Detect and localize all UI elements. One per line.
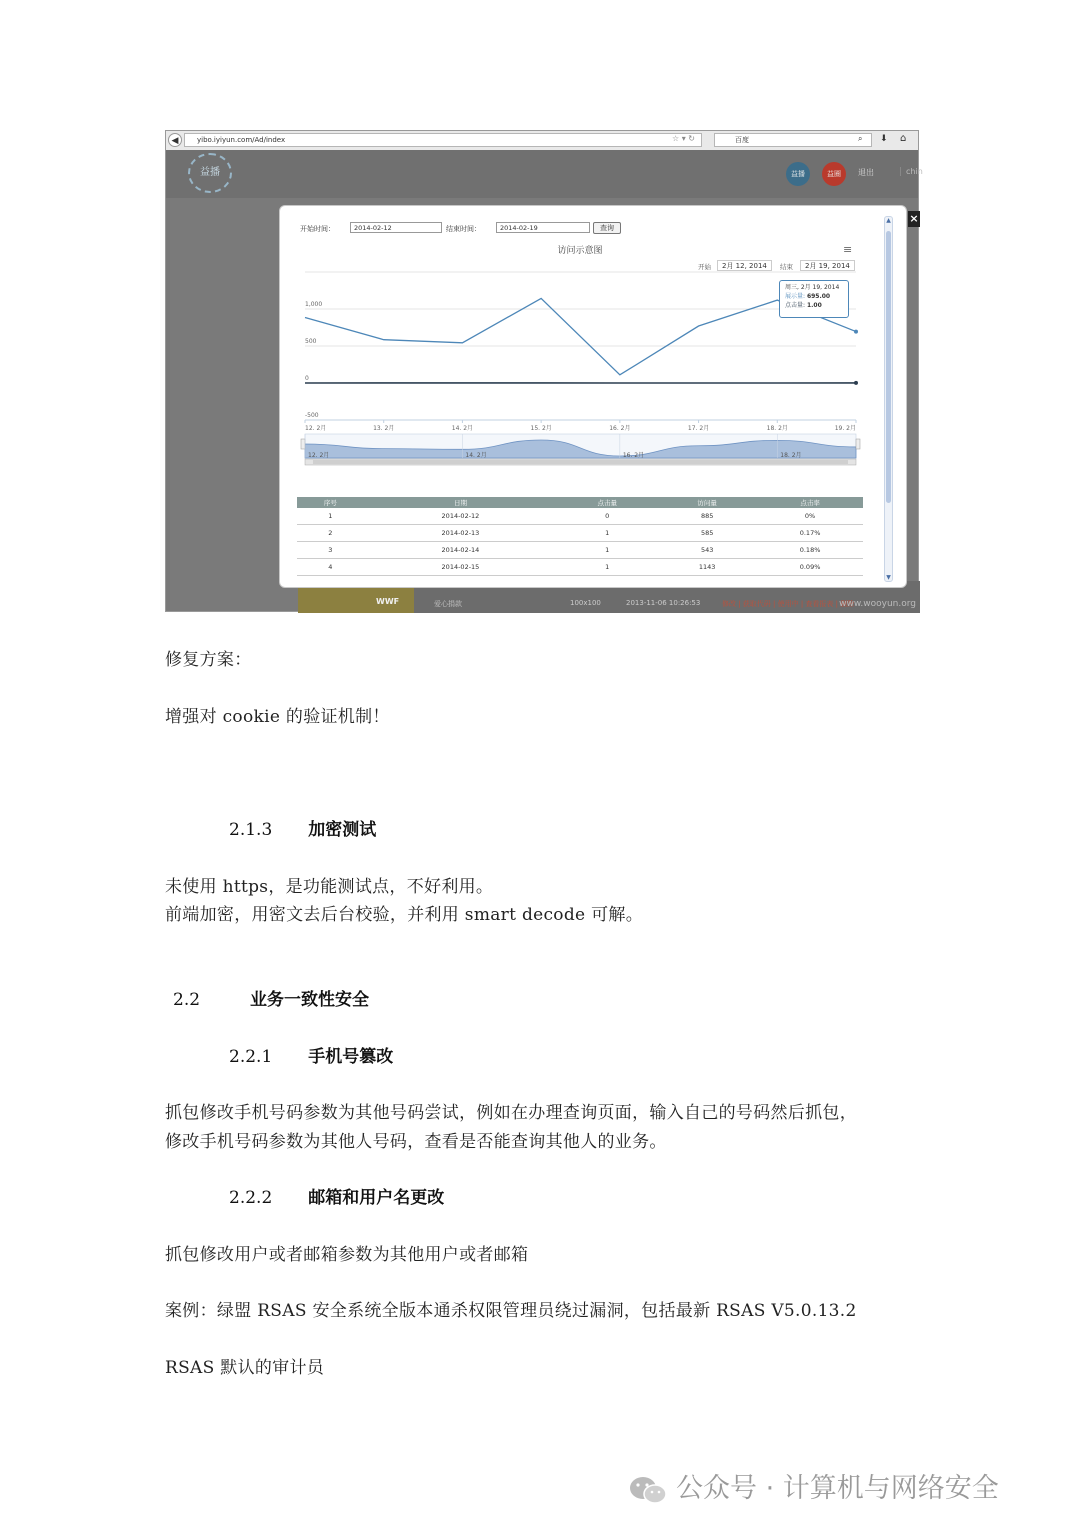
start-time-input[interactable]: 2014-02-12 [350, 222, 442, 233]
range-end-label: 结束 [780, 263, 793, 271]
table-cell: 2014-02-14 [364, 542, 558, 559]
heading-2-2-1: 2.2.1 手机号篡改 [229, 1047, 394, 1067]
wwf-logo: WWF [298, 581, 414, 613]
series-line-0 [305, 298, 856, 374]
x-tick-label: 15. 2月 [530, 425, 552, 432]
table-header-0: 序号 [297, 497, 364, 508]
table-cell: 585 [657, 525, 757, 542]
range-start-input[interactable]: 2月 12, 2014 [717, 260, 772, 271]
back-icon[interactable]: ◀ [168, 133, 182, 147]
language-link[interactable]: chin [900, 167, 923, 176]
stats-modal [279, 205, 907, 588]
navigator-handle-left [301, 439, 305, 449]
site-header [166, 150, 923, 198]
bookmark-star-icon[interactable]: ☆ ▾ ↻ [672, 134, 695, 143]
scroll-thumb[interactable] [886, 231, 891, 503]
address-bar[interactable]: yibo.iyiyun.com/Ad/index [184, 133, 702, 147]
y-tick-label: 500 [305, 338, 317, 345]
x-tick-label: 18. 2月 [766, 425, 788, 432]
heading-2-2: 2.2 业务一致性安全 [173, 990, 370, 1010]
heading-2-1-3: 2.1.3 加密测试 [229, 820, 377, 840]
wechat-icon [628, 1475, 668, 1505]
row-size: 100x100 [570, 599, 601, 607]
footer-watermark: 公众号 · 计算机与网络安全 [628, 1466, 999, 1505]
search-input[interactable]: 百度 [714, 133, 872, 147]
table-cell: 0 [557, 508, 657, 525]
chart-menu-icon[interactable]: ≡ [843, 243, 853, 256]
range-end-input[interactable]: 2月 19, 2014 [800, 260, 855, 271]
fix-text: 增强对 cookie 的验证机制！ [165, 707, 390, 727]
table-row [297, 525, 863, 542]
series-point [854, 330, 858, 334]
stats-table [297, 497, 863, 576]
screenshot-figure [165, 130, 923, 612]
navigator-label: 12. 2月 [308, 452, 330, 459]
table-cell: 543 [657, 542, 757, 559]
paragraph-case: 案例：绿盟 RSAS 安全系统全版本通杀权限管理员绕过漏洞，包括最新 RSAS V5.0.13.2 [165, 1301, 857, 1321]
x-tick-label: 16. 2月 [609, 425, 631, 432]
fix-label: 修复方案： [165, 650, 252, 670]
logout-link[interactable]: 退出 [858, 168, 874, 177]
close-icon[interactable]: × [909, 212, 919, 225]
table-cell: 2 [297, 525, 364, 542]
paragraph-phone-1: 抓包修改手机号码参数为其他号码尝试，例如在办理查询页面，输入自己的号码然后抓包， [165, 1103, 857, 1123]
x-tick-label: 13. 2月 [373, 425, 395, 432]
x-tick-label: 14. 2月 [451, 425, 474, 432]
scroll-down-icon[interactable]: ▼ [886, 574, 891, 581]
table-cell: 1 [557, 542, 657, 559]
y-tick-label: -500 [305, 412, 319, 419]
paragraph-frontend-encrypt: 前端加密，用密文去后台校验，并利用 smart decode 可解。 [165, 905, 643, 925]
row-name: 爱心捐款 [434, 600, 462, 608]
table-cell: 4 [297, 559, 364, 576]
series-point [854, 381, 858, 385]
modal-scrollbar[interactable] [884, 216, 893, 582]
nav-button-yiquan[interactable]: 益圈 [822, 162, 846, 186]
chart-tooltip: 周三, 2月 19, 2014 展示量: 695.00 点击量: 1.00 [779, 280, 849, 318]
table-row [297, 508, 863, 525]
table-cell: 885 [657, 508, 757, 525]
row-actions[interactable]: 修改 | 获取代码 | 使用中 | 查看报表 | 删除 [722, 600, 855, 608]
x-tick-label: 12. 2月 [305, 425, 327, 432]
table-cell: 1 [557, 525, 657, 542]
table-cell: 3 [297, 542, 364, 559]
table-cell: 1 [297, 508, 364, 525]
y-tick-label: 1,000 [305, 301, 323, 308]
paragraph-email: 抓包修改用户或者邮箱参数为其他用户或者邮箱 [165, 1245, 529, 1265]
x-tick-label: 19. 2月 [834, 425, 856, 432]
table-cell: 0.17% [757, 525, 863, 542]
navigator-scroll-thumb [313, 460, 848, 464]
table-row [297, 542, 863, 559]
table-header-3: 访问量 [657, 497, 757, 508]
end-time-input[interactable]: 2014-02-19 [496, 222, 590, 233]
start-time-label: 开始时间： [300, 225, 335, 233]
table-row [297, 559, 863, 576]
chart-title: 访问示意图 [557, 246, 603, 256]
search-icon[interactable]: ⌕ [858, 134, 863, 143]
wooyun-watermark: www.wooyun.org [839, 599, 916, 609]
browser-toolbar [166, 131, 918, 151]
table-header-row [297, 497, 863, 508]
range-start-label: 开始 [698, 263, 711, 271]
navigator-label: 16. 2月 [622, 452, 645, 459]
table-cell: 2014-02-13 [364, 525, 558, 542]
navigator-label: 18. 2月 [780, 452, 802, 459]
heading-2-2-2: 2.2.2 邮箱和用户名更改 [229, 1188, 445, 1208]
end-time-label: 结束时间： [446, 225, 481, 233]
line-chart [280, 206, 880, 488]
site-logo: 益播 [188, 153, 232, 193]
table-header-4: 点击率 [757, 497, 863, 508]
table-cell: 0.09% [757, 559, 863, 576]
table-cell: 2014-02-15 [364, 559, 558, 576]
query-button[interactable]: 查询 [593, 222, 621, 234]
x-tick-label: 17. 2月 [687, 425, 710, 432]
download-icon[interactable]: ⬇ [880, 134, 888, 144]
home-icon[interactable]: ⌂ [900, 133, 907, 144]
table-cell: 0% [757, 508, 863, 525]
table-cell: 1143 [657, 559, 757, 576]
navigator-handle-right [856, 439, 860, 449]
y-tick-label: 0 [305, 375, 309, 382]
paragraph-rsas: RSAS 默认的审计员 [165, 1358, 325, 1378]
navigator-label: 14. 2月 [465, 452, 487, 459]
row-time: 2013-11-06 10:26:53 [626, 599, 701, 607]
table-cell: 2014-02-12 [364, 508, 558, 525]
table-header-1: 日期 [364, 497, 558, 508]
table-cell: 1 [557, 559, 657, 576]
scroll-up-icon[interactable]: ▲ [886, 217, 891, 224]
paragraph-https: 未使用 https，是功能测试点，不好利用。 [165, 877, 494, 897]
table-header-2: 点击量 [557, 497, 657, 508]
table-cell: 0.18% [757, 542, 863, 559]
nav-button-yibo[interactable]: 益播 [786, 162, 810, 186]
paragraph-phone-2: 修改手机号码参数为其他人号码，查看是否能查询其他人的业务。 [165, 1132, 667, 1152]
